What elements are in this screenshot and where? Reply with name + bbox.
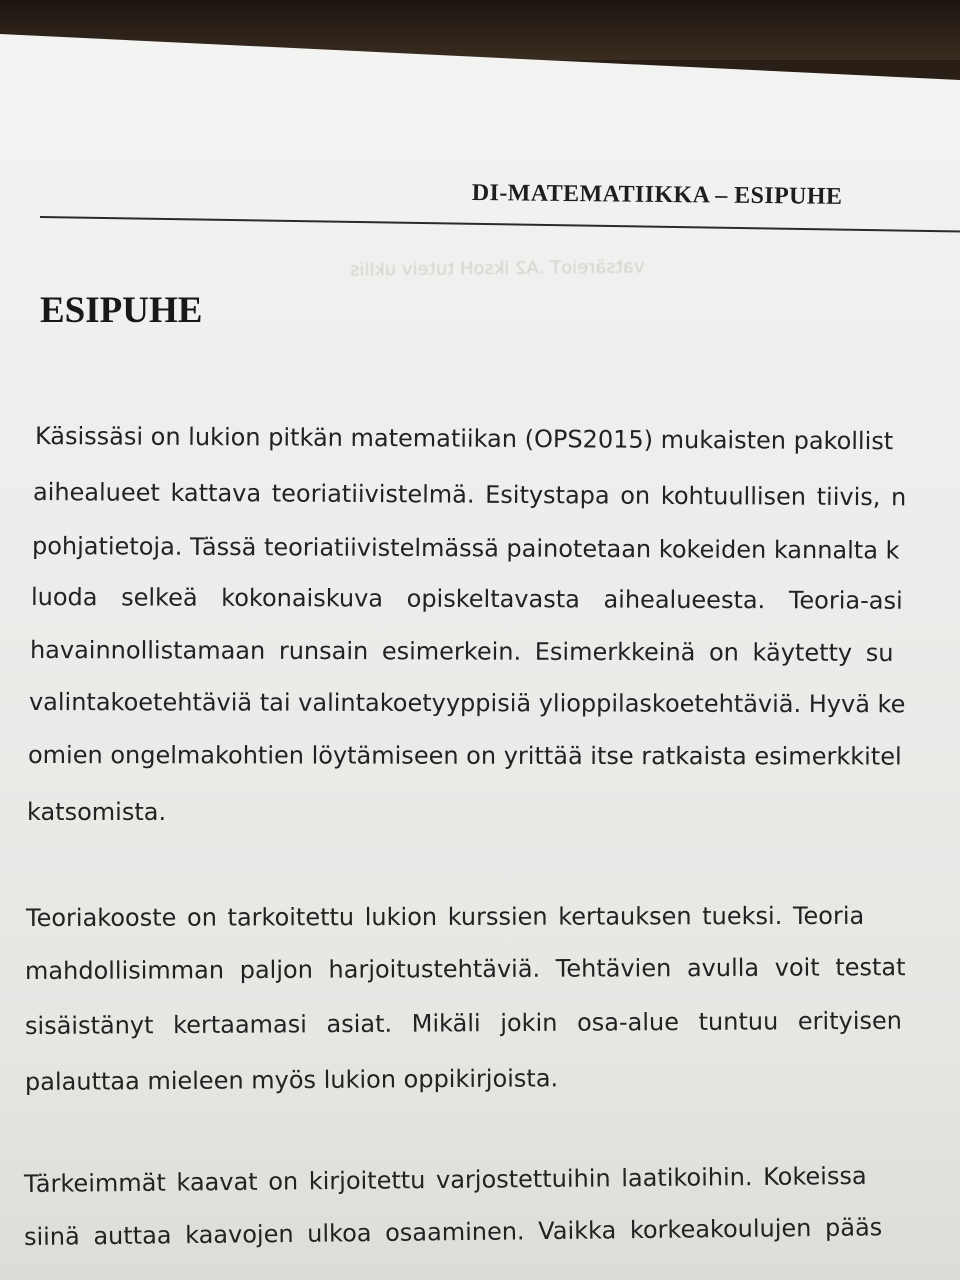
text-line: Tärkeimmät kaavat on kirjoitettu varjostettuihin laatikoihin. Kokeissa (23, 1161, 867, 1198)
running-header: DI-MATEMATIIKKA – ESIPUHE (471, 180, 843, 210)
text-line: Teoriakooste on tarkoitettu lukion kurssien kertauksen tueksi. Teoria (25, 901, 865, 932)
bleed-through-text: vatsäreioT .A2 iksoH tuteiv ukllis (349, 256, 645, 281)
header-rule (40, 216, 960, 233)
text-line: havainnollistamaan runsain esimerkein. Esimerkkeinä on käytetty su (29, 636, 894, 668)
text-line: pohjatietoja. Tässä teoriatiivistelmässä painotetaan kokeiden kannalta k (31, 532, 900, 565)
text-line: sisäistänyt kertaamasi asiat. Mikäli jokin osa-alue tuntuu erityisen (24, 1006, 903, 1040)
text-line: palauttaa mieleen myös lukion oppikirjoista. (24, 1064, 559, 1096)
text-line: mahdollisimman paljon harjoitustehtäviä. Tehtävien avulla voit testat (24, 953, 906, 985)
text-line: luoda selkeä kokonaiskuva opiskeltavasta aihealueesta. Teoria-asi (30, 583, 903, 615)
page-title: ESIPUHE (40, 290, 203, 331)
text-line: Käsissäsi on lukion pitkän matematiikan (OPS2015) mukaisten pakollist (34, 422, 894, 456)
text-line: aihealueet kattava teoriatiivistelmä. Esitystapa on kohtuullisen tiivis, n (32, 478, 907, 512)
text-line: omien ongelmakohtien löytämiseen on yrittää itse ratkaista esimerkkitel (27, 741, 902, 771)
text-line: valintakoetehtäviä tai valintakoetyyppisiä ylioppilaskoetehtäviä. Hyvä ke (28, 688, 906, 719)
text-line: katsomista. (27, 798, 167, 826)
text-line: siinä auttaa kaavojen ulkoa osaaminen. Vaikka korkeakoulujen pääs (23, 1213, 883, 1251)
